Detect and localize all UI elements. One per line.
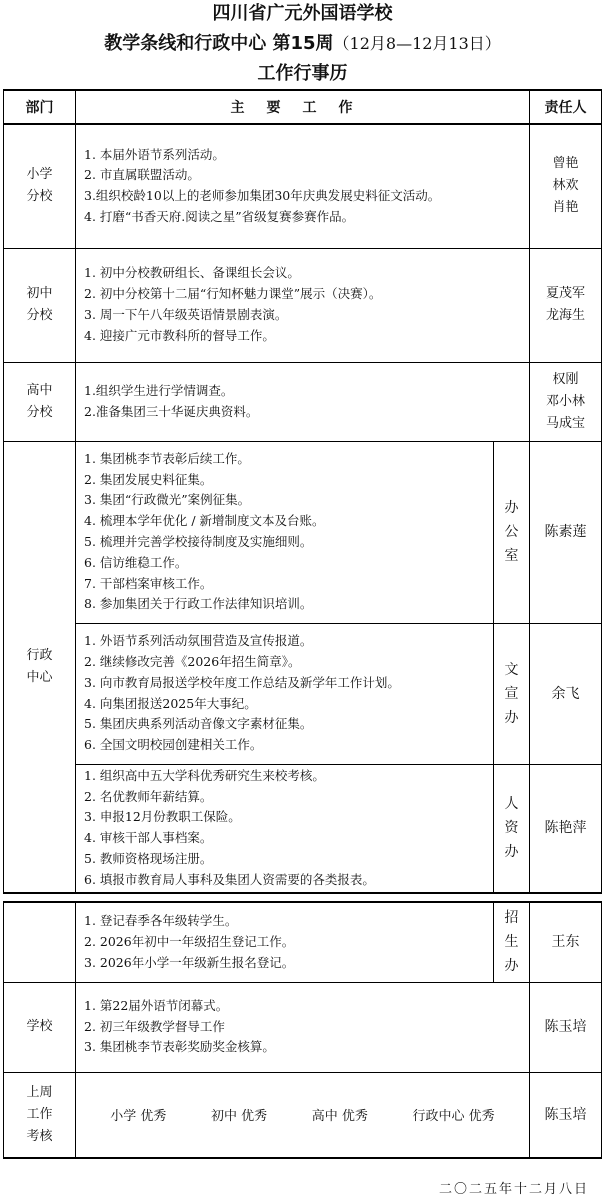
work-item: 1. 集团桃李节表彰后续工作。	[84, 450, 250, 466]
work-items	[76, 248, 530, 362]
work-item: 1. 初中分校教研组长、备课组长会议。	[84, 265, 300, 281]
work-items	[76, 441, 494, 623]
responsible-person: 肖艳	[552, 200, 579, 216]
rating-admin: 行政中心 优秀	[412, 1109, 495, 1125]
rating-senior: 高中 优秀	[311, 1109, 368, 1125]
section-row-senior	[4, 362, 602, 441]
schedule-subtitle: 工作行事历	[257, 63, 348, 84]
work-item: 6. 信访维稳工作。	[84, 554, 188, 570]
responsible-cell	[530, 124, 602, 248]
responsible-person: 权刚	[552, 371, 579, 387]
issue-date: 二〇二五年十二月八日	[438, 1182, 589, 1197]
work-items	[76, 902, 494, 982]
dept-label: 行政	[26, 647, 53, 663]
responsible-person: 王东	[530, 902, 602, 982]
work-item: 2. 市直属联盟活动。	[84, 167, 200, 183]
rating-junior: 初中 优秀	[211, 1109, 268, 1125]
responsible-person: 马成宝	[545, 415, 585, 431]
ratings-cell	[76, 1072, 530, 1158]
responsible-person: 林欢	[552, 178, 579, 194]
dept-label: 考核	[26, 1128, 53, 1144]
work-item: 3. 2026年小学一年级新生报名登记。	[84, 954, 295, 970]
office-char: 办	[504, 500, 519, 516]
work-item: 2. 名优教师年薪结算。	[84, 788, 213, 804]
work-item: 5. 集团庆典系列活动音像文字素材征集。	[84, 716, 313, 732]
school-row	[4, 982, 602, 1072]
schedule-table-continued	[3, 901, 602, 1159]
admin-row-publicity	[4, 623, 602, 764]
header-responsible: 责任人	[530, 90, 602, 124]
work-item: 3. 向市教育局报送学校年度工作总结及新学年工作计划。	[84, 674, 400, 690]
responsible-person: 余飞	[530, 623, 602, 764]
admin-row-office	[4, 441, 602, 623]
responsible-person: 曾艳	[552, 156, 579, 172]
work-item: 6. 全国文明校园创建相关工作。	[84, 737, 263, 753]
work-item: 4. 向集团报送2025年大事纪。	[84, 695, 257, 711]
section-row-junior	[4, 248, 602, 362]
work-item: 3. 周一下午八年级英语情景剧表演。	[84, 307, 288, 322]
office-cell	[494, 902, 530, 982]
section-row-primary	[4, 124, 602, 248]
office-char: 办	[504, 709, 519, 726]
office-char: 人	[504, 796, 519, 813]
dept-cell	[4, 362, 76, 441]
office-cell	[494, 764, 530, 893]
responsible-person: 陈玉培	[530, 1072, 602, 1158]
rating-primary: 小学 优秀	[110, 1109, 167, 1125]
dept-label: 分校	[26, 308, 53, 323]
work-items	[76, 623, 494, 764]
work-item: 1. 本届外语节系列活动。	[84, 146, 225, 162]
dept-cell	[4, 441, 76, 893]
office-char: 生	[504, 934, 519, 951]
work-item: 5. 梳理并完善学校接待制度及实施细则。	[84, 534, 313, 549]
responsible-cell	[530, 362, 602, 441]
work-item: 3. 申报12月份教职工保险。	[84, 809, 241, 825]
work-item: 2. 集团发展史料征集。	[84, 471, 213, 487]
work-item: 1. 外语节系列活动氛围营造及宣传报道。	[84, 633, 313, 649]
work-item: 2. 2026年初中一年级招生登记工作。	[84, 933, 295, 949]
admin-row-hr	[4, 764, 602, 893]
schedule-title-main: 教学条线和行政中心 第15周	[104, 33, 334, 54]
dept-label: 中心	[26, 669, 53, 685]
work-item: 1. 第22届外语节闭幕式。	[84, 997, 229, 1013]
dept-label: 工作	[26, 1106, 53, 1122]
school-name: 四川省广元外国语学校	[212, 3, 393, 24]
work-item: 1.组织学生进行学情调查。	[84, 382, 234, 398]
work-item: 6. 填报市教育局人事科及集团人资需要的各类报表。	[84, 871, 375, 887]
work-item: 4. 梳理本学年优化 / 新增制度文本及台账。	[84, 513, 325, 529]
dept-label: 高中	[26, 382, 53, 398]
dept-cell-empty	[4, 902, 76, 982]
work-items	[76, 982, 530, 1072]
enrollment-row	[4, 902, 602, 982]
dept-cell	[4, 1072, 76, 1158]
dept-label: 分校	[26, 189, 53, 205]
work-item: 2. 初中分校第十二届“行知杯魅力课堂”展示（决赛）。	[84, 286, 382, 302]
responsible-person: 龙海生	[545, 308, 585, 323]
dept-cell	[4, 124, 76, 248]
dept-label: 小学	[26, 167, 53, 183]
schedule-table	[3, 89, 602, 894]
office-char: 招	[504, 910, 519, 927]
dept-label: 分校	[26, 404, 53, 420]
work-item: 1. 组织高中五大学科优秀研究生来校考核。	[84, 767, 325, 783]
work-item: 8. 参加集团关于行政工作法律知识培训。	[84, 596, 313, 612]
header-dept: 部门	[4, 90, 76, 124]
work-item: 2. 初三年级教学督导工作	[84, 1018, 225, 1034]
office-char: 宣	[504, 685, 519, 702]
responsible-person: 夏茂军	[545, 286, 585, 301]
dept-cell: 学校	[4, 982, 76, 1072]
dept-label: 初中	[26, 286, 53, 301]
review-row	[4, 1072, 602, 1158]
work-items	[76, 124, 530, 248]
responsible-person: 邓小林	[545, 393, 585, 409]
office-char: 办	[504, 958, 519, 975]
schedule-date-range: （12月8—12月13日）	[333, 34, 501, 53]
work-item: 1. 登记春季各年级转学生。	[84, 913, 238, 929]
work-item: 4. 迎接广元市教科所的督导工作。	[84, 327, 275, 343]
responsible-person: 陈艳萍	[530, 764, 602, 893]
work-item: 7. 干部档案审核工作。	[84, 575, 213, 591]
dept-cell	[4, 248, 76, 362]
ratings	[76, 1105, 529, 1124]
work-items	[76, 362, 530, 441]
work-item: 2. 继续修改完善《2026年招生简章》。	[84, 653, 301, 669]
responsible-cell	[530, 248, 602, 362]
work-item: 2.准备集团三十华诞庆典资料。	[84, 403, 259, 419]
header-main-work: 主要工作	[76, 90, 530, 124]
responsible-person: 陈素莲	[530, 441, 602, 623]
office-char: 资	[504, 820, 519, 837]
office-cell	[494, 441, 530, 623]
office-char: 办	[504, 844, 519, 861]
office-cell	[494, 623, 530, 764]
work-item: 5. 教师资格现场注册。	[84, 851, 213, 867]
office-char: 室	[504, 548, 519, 564]
work-item: 3. 集团桃李节表彰奖励奖金核算。	[84, 1039, 275, 1055]
office-char: 文	[504, 661, 519, 678]
work-item: 4. 审核干部人事档案。	[84, 830, 213, 846]
responsible-person: 陈玉培	[530, 982, 602, 1072]
title-block	[0, 2, 605, 88]
dept-label: 上周	[26, 1084, 53, 1100]
work-item: 3.组织校龄10以上的老师参加集团30年庆典发展史料征文活动。	[84, 188, 441, 204]
office-char: 公	[504, 524, 519, 540]
schedule-title	[0, 30, 605, 58]
work-item: 3. 集团“行政微光”案例征集。	[84, 492, 251, 508]
work-items	[76, 764, 494, 893]
header-row	[4, 90, 602, 124]
work-item: 4. 打磨“书香天府.阅读之星”省级复赛参赛作品。	[84, 209, 355, 225]
